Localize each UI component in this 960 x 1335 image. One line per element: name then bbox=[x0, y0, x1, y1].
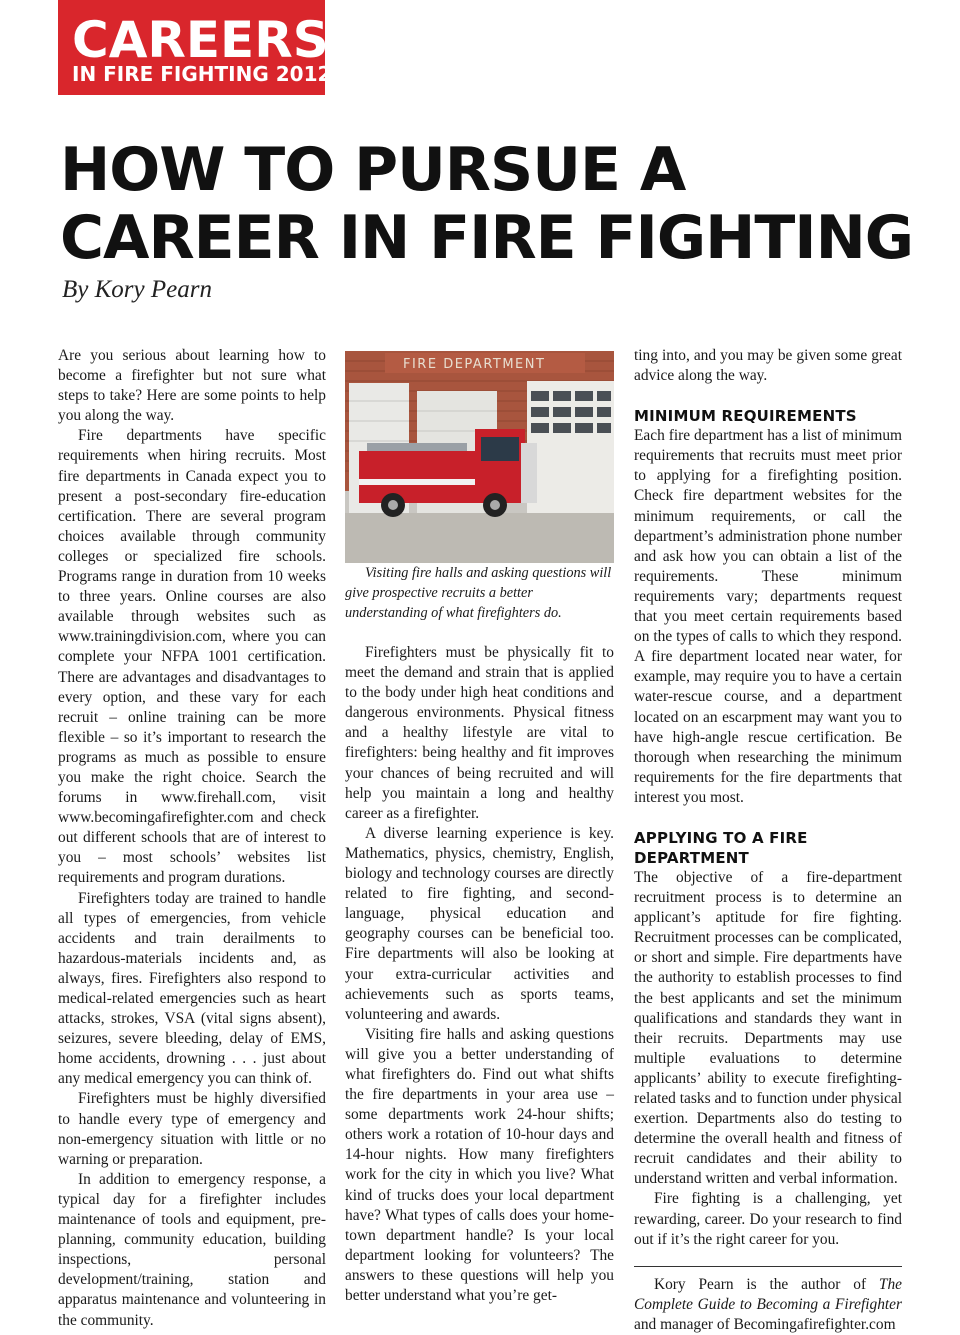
masthead-title: CAREERS bbox=[72, 11, 329, 69]
photo-caption: Visiting fire halls and asking questions will give prospective recruits a better understanding of what firefighters do. bbox=[345, 565, 612, 621]
author-bio bbox=[634, 1275, 902, 1335]
article-title: HOW TO PURSUE A CAREER IN FIRE FIGHTING bbox=[60, 135, 914, 273]
bio-prefix: Kory Pearn is the author of bbox=[654, 1275, 879, 1293]
section-heading-minimum-requirements: MINIMUM REQUIREMENTS bbox=[634, 407, 857, 426]
paragraph: ting into, and you may be given some great advice along the way. bbox=[634, 347, 902, 385]
paragraph: In addition to emergency response, a typical day for a firefighter includes maintenance of tools and equipment, pre-planning, community education, building inspections, personal development/training, station and apparatus maintenance and volunteering in the community. bbox=[58, 1170, 326, 1329]
bio-suffix: and manager of Becomingafirefighter.com bbox=[634, 1315, 896, 1333]
paragraph: The objective of a fire-department recruitment process is to determine an applicant’s aptitude for fire fighting. Recruitment processes can be complicated, or short and simple. Fire departments have the authority to establish processes to find the best applicants and set the minimum qualifications and standards they want in their recruits. Departments may use multiple evaluations to determine applicants’ ability to execute firefighting-related tasks and to function under physical exertion. Departments also do testing to determine the overall health and fitness of recruit candidates and their ability to understand written and verbal information. bbox=[634, 868, 902, 1188]
book-title: The Complete Guide to Becoming a Firefighter bbox=[634, 1275, 902, 1313]
paragraph: Fire fighting is a challenging, yet rewarding, career. Do your research to find out if it’s the right career for you. bbox=[634, 1190, 902, 1248]
column-3 bbox=[634, 346, 902, 1335]
fire-truck-photo bbox=[345, 351, 614, 563]
section-heading-applying: APPLYING TO A FIRE DEPARTMENT bbox=[634, 828, 808, 867]
paragraph: Are you serious about learning how to become a firefighter but not sure what steps to take? Here are some points to help you along the way. bbox=[58, 347, 326, 425]
paragraph: Fire departments have specific requirements when hiring recruits. Most fire departments in Canada expect you to present a post-secondary fire-education certification. There are several program choices available through community colleges or specialized fire schools. Programs range in duration from 10 weeks to three years. Online courses are also available through websites such as www.trainingdivision.com, where you can complete your NFPA 1001 certification. There are advantages and disadvantages to every option, and these vary for each recruit – online training can be more flexible – so it’s important to research the programs as much as possible to ensure you make the right choice. Search the forums in www.firehall.com, visit www.becomingafirefighter.com and check out different schools that are of interest to you – most schools’ websites list requirements and program durations. bbox=[58, 427, 326, 887]
photo-sign: FIRE DEPARTMENT bbox=[403, 357, 546, 372]
masthead bbox=[58, 0, 332, 95]
paragraph: Firefighters must be physically fit to meet the demand and strain that is applied to the body under high heat conditions and dangerous environments. Physical fitness and a healthy lifestyle are vital to firefighters: being healthy and fit improves your chances of being recruited and will help you maintain a long and healthy career as a firefighter. bbox=[345, 644, 614, 822]
byline: By Kory Pearn bbox=[62, 276, 212, 303]
paragraph: Firefighters must be highly diversified to handle every type of emergency and non-emergency situation with little or no warning or preparation. bbox=[58, 1090, 326, 1168]
paragraph: Each fire department has a list of minimum requirements that recruits must meet prior to applying for a firefighting position. Check fire department websites for the minimum requirements, or call the department’s administration phone number and ask how you can obtain a list of the requirements. These minimum requirements vary; departments request that you meet certain requirements based on the types of calls to which they respond. A fire department located near water, for example, may require you to have a certain water-rescue course, and a department located on an escarpment may want you to have high-angle rescue certification. Be thorough when researching the minimum requirements for the fire departments that interest you most. bbox=[634, 427, 902, 806]
column-2-body bbox=[345, 643, 614, 1306]
paragraph: Visiting fire halls and asking questions will give you a better understanding of what firefighters do. Find out what shifts the fire departments in your area use – some departments work 24-hour shifts; others work a rotation of 10-hour days and 14-hour nights. How many firefighters work for the city in which you live? What kind of trucks does your local department have? What types of calls does your home-town department handle? Is your local department looking for volunteers? The answers to these questions will help you better understand what you’re get- bbox=[345, 1025, 614, 1304]
column-2 bbox=[345, 346, 614, 1306]
paragraph: A diverse learning experience is key. Mathematics, physics, chemistry, English, biology and technology courses are directly related to fire fighting, and second-language, physical education and geography courses can be beneficial too. Fire departments will also be looking at your extra-curricular activities and achievements such as sports teams, volunteering and awards. bbox=[345, 824, 614, 1023]
paragraph: Firefighters today are trained to handle all types of emergencies, from vehicle accidents and train derailments to hazardous-materials incidents and, as always, fires. Firefighters also respond to medical-related emergencies such as heart attacks, strokes, VSA (vital signs absent), seizures, severe bleeding, delay of EMS, home accidents, drowning . . . just about any medical emergency you can think of. bbox=[58, 889, 326, 1088]
column-1 bbox=[58, 346, 326, 1331]
masthead-subtitle: IN FIRE FIGHTING 2012 bbox=[72, 62, 332, 86]
divider bbox=[634, 1266, 902, 1267]
